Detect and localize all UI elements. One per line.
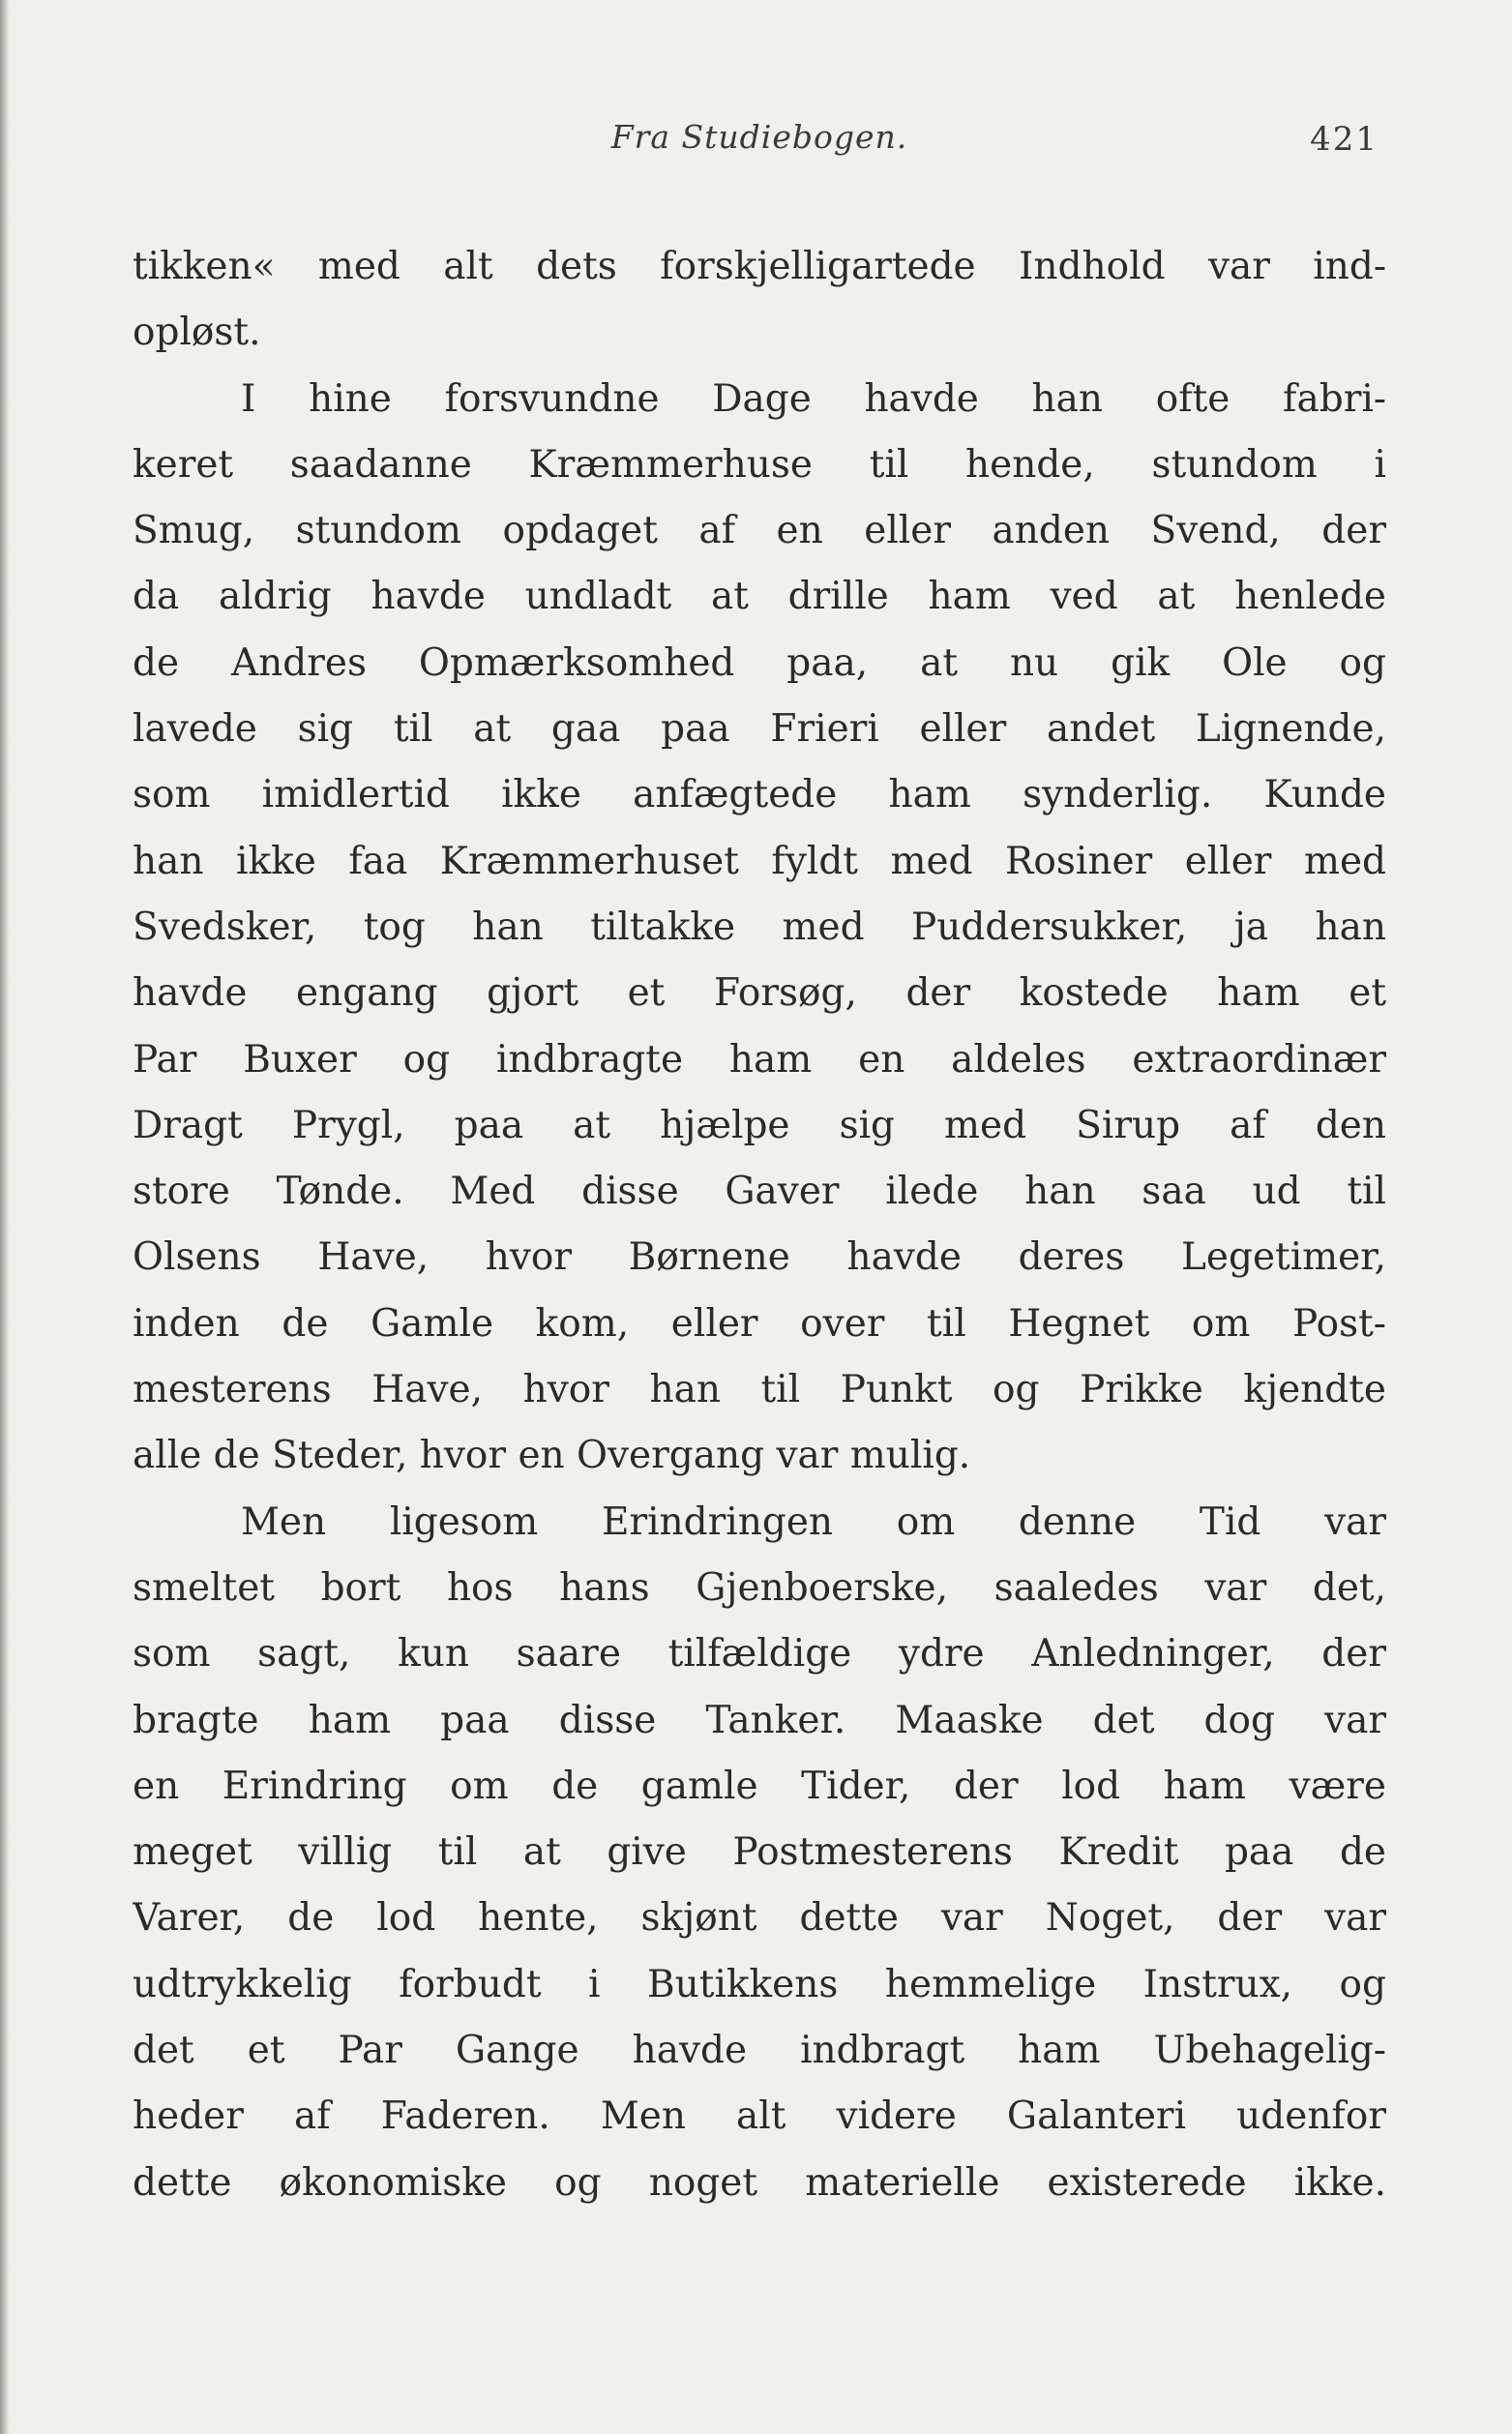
text-line: de Andres Opmærksomhed paa, at nu gik Ole og — [133, 640, 1386, 685]
text-line: Varer, de lod hente, skjønt dette var Noget, der var — [133, 1896, 1386, 1941]
text-line: store Tønde. Med disse Gaver ilede han saa ud til — [133, 1170, 1386, 1214]
text-line: bragte ham paa disse Tanker. Maaske det dog var — [133, 1698, 1386, 1742]
text-line: det et Par Gange havde indbragt ham Ubehagelig- — [133, 2029, 1386, 2073]
text-line: tikken« med alt dets forskjelligartede Indhold var ind- — [133, 245, 1386, 288]
page-number: 421 — [1310, 120, 1379, 159]
text-line: lavede sig til at gaa paa Frieri eller andet Lignende, — [133, 707, 1386, 752]
text-line: han ikke faa Kræmmerhuset fyldt med Rosiner eller med — [133, 839, 1386, 883]
text-line: opløst. — [133, 311, 261, 355]
text-line: som imidlertid ikke anfægtede ham synderlig. Kunde — [133, 773, 1386, 817]
text-line: Men ligesom Erindringen om denne Tid var — [241, 1499, 1386, 1544]
text-line: smeltet bort hos hans Gjenboerske, saaledes var det, — [133, 1565, 1386, 1610]
running-title: Fra Studiebogen. — [610, 118, 908, 156]
page-binding-edge — [0, 0, 10, 2434]
text-line: da aldrig havde undladt at drille ham ved at henlede — [133, 575, 1386, 619]
text-line: Smug, stundom opdaget af en eller anden Svend, der — [133, 509, 1386, 553]
text-line: mesterens Have, hvor han til Punkt og Prikke kjendte — [133, 1368, 1386, 1412]
text-line: en Erindring om de gamle Tider, der lod ham være — [133, 1764, 1386, 1808]
text-line: I hine forsvundne Dage havde han ofte fabri- — [241, 376, 1386, 421]
book-page — [133, 114, 1386, 2216]
running-header — [133, 114, 1386, 172]
text-line: som sagt, kun saare tilfældige ydre Anledninger, der — [133, 1632, 1386, 1677]
text-line: inden de Gamle kom, eller over til Hegnet om Post- — [133, 1301, 1386, 1346]
text-line: dette økonomiske og noget materielle existerede ikke. — [133, 2160, 1386, 2205]
text-line: meget villig til at give Postmesterens Kredit paa de — [133, 1830, 1386, 1875]
text-line: Olsens Have, hvor Børnene havde deres Legetimer, — [133, 1235, 1386, 1280]
text-line: udtrykkelig forbudt i Butikkens hemmelige Instrux, og — [133, 1962, 1386, 2006]
text-line: Svedsker, tog han tiltakke med Puddersukker, ja han — [133, 905, 1386, 949]
text-line: keret saadanne Kræmmerhuse til hende, stundom i — [133, 442, 1386, 487]
text-line: heder af Faderen. Men alt videre Galanteri udenfor — [133, 2094, 1386, 2139]
body-text — [133, 234, 1386, 2216]
text-line: Par Buxer og indbragte ham en aldeles extraordinær — [133, 1037, 1386, 1082]
text-line: alle de Steder, hvor en Overgang var mulig. — [133, 1434, 971, 1478]
text-line: havde engang gjort et Forsøg, der kostede ham et — [133, 971, 1386, 1016]
text-line: Dragt Prygl, paa at hjælpe sig med Sirup af den — [133, 1103, 1386, 1147]
